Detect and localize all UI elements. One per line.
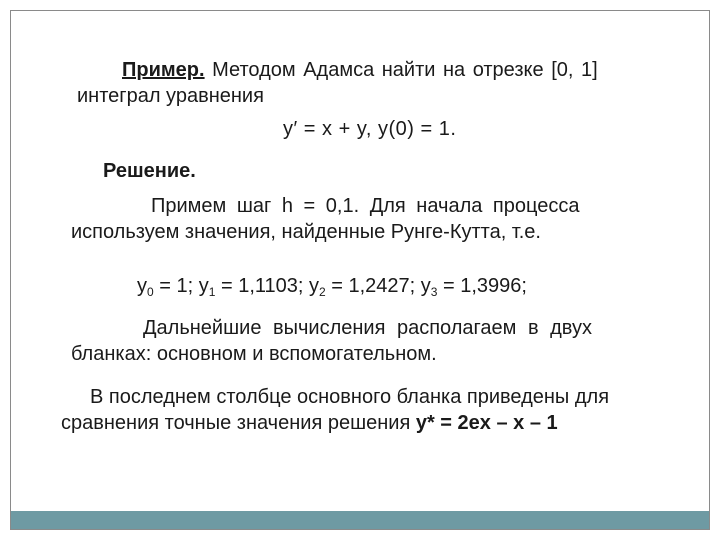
- example-line-2: [77, 84, 264, 108]
- solution-label: Решение.: [103, 160, 196, 182]
- y2-symbol: y: [309, 275, 319, 297]
- further-text-1: Дальнейшие вычисления располагаем в двух: [143, 317, 592, 339]
- slide: [10, 10, 710, 530]
- last-text-1: В последнем столбце основного бланка приведены для: [90, 386, 610, 408]
- y3-symbol: y: [420, 275, 431, 297]
- y1-symbol: y: [198, 275, 209, 297]
- exact-solution-formula: y* = 2ex – x – 1: [415, 412, 558, 434]
- y0-symbol: y: [137, 275, 147, 297]
- last-line-2: [61, 411, 558, 435]
- y2-value: = 1,2427;: [325, 275, 421, 297]
- equation-text: y′ = x + y, y(0) = 1.: [283, 118, 457, 140]
- step-line-2: [71, 220, 541, 244]
- y3-value: = 1,3996;: [437, 275, 527, 297]
- y1-subscript: 1: [208, 285, 216, 299]
- y0-value: = 1;: [153, 275, 199, 297]
- further-line-1: [143, 316, 592, 340]
- example-label: Пример.: [122, 59, 205, 81]
- solution-heading: [103, 159, 196, 183]
- y3-subscript: 3: [430, 285, 438, 299]
- example-text-2: интеграл уравнения: [77, 85, 264, 107]
- initial-values: [137, 274, 527, 304]
- step-line-1: [151, 194, 579, 218]
- y0-subscript: 0: [147, 285, 154, 299]
- footer-bar: [11, 511, 709, 529]
- y2-subscript: 2: [319, 285, 326, 299]
- last-line-1: [90, 385, 609, 409]
- last-text-2: сравнения точные значения решения: [61, 412, 416, 434]
- example-line-1: [122, 58, 598, 82]
- example-text: Методом Адамса найти на отрезке [0, 1]: [204, 59, 598, 81]
- further-line-2: [71, 342, 437, 366]
- step-text-2: используем значения, найденные Рунге-Кутта, т.е.: [71, 221, 541, 243]
- y1-value: = 1,1103;: [215, 275, 309, 297]
- step-text-1: Примем шаг h = 0,1. Для начала процесса: [151, 195, 580, 217]
- further-text-2: бланках: основном и вспомогательном.: [71, 343, 437, 365]
- equation: [283, 117, 456, 141]
